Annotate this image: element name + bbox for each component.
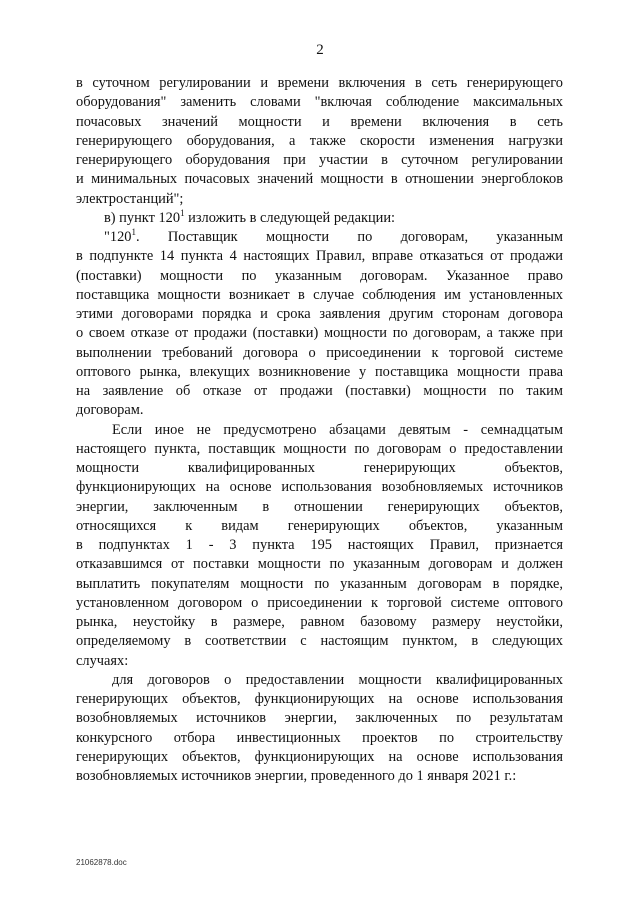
- text-line: договорам.: [76, 402, 144, 419]
- text-line: поставщика мощности возникает в случае соблюдения им установленных: [76, 286, 563, 303]
- text-line: мощности квалифицированных генерирующих объектов,: [76, 460, 563, 476]
- text-line: в подпункте 14 пункта 4 настоящих Правил, вправе отказаться от продажи: [76, 248, 563, 265]
- text-line: возобновляемых источников энергии, проведенного до 1 января 2021 г.:: [76, 768, 517, 784]
- text-line: (поставки) мощности по указанным договорам. Указанное право: [76, 267, 563, 284]
- text-line: генерирующего оборудования, а также скорости изменения нагрузки: [76, 132, 563, 149]
- text-line: в подпунктах 1 - 3 пункта 195 настоящих Правил, признается: [76, 537, 563, 553]
- text-line: и минимальных почасовых значений мощности в отношении энергоблоков: [76, 171, 563, 188]
- superscript: 1: [131, 228, 136, 237]
- text-line: установленном договором о присоединении к торговой системе оптового: [76, 594, 563, 611]
- text-fragment: изложить в следующей редакции:: [184, 209, 396, 226]
- text-line: генерирующих объектов, функционирующих на основе использования: [76, 748, 563, 765]
- text-line-paragraph-start: Если иное не предусмотрено абзацами девятым - семнадцатым: [112, 421, 563, 438]
- text-line: оптового рынка, влекущих возникновение у поставщика мощности права: [76, 363, 563, 380]
- text-line: генерирующего оборудования при участии в суточном регулировании: [76, 152, 563, 168]
- text-line: почасовых значений мощности и времени включения в сеть: [76, 113, 563, 130]
- text-line: на заявление об отказе от продажи (поставки) мощности по таким: [76, 383, 563, 399]
- text-line: электростанций";: [76, 190, 184, 207]
- text-line: конкурсного отбора инвестиционных проектов по строительству: [76, 729, 563, 746]
- text-line: энергии, заключенным в отношении генерирующих объектов,: [76, 498, 563, 515]
- text-fragment: [104, 229, 136, 245]
- text-line: в суточном регулировании и времени включения в сеть генерирующего: [76, 75, 563, 91]
- text-line: выплатить покупателям мощности по указанным договорам в порядке,: [76, 575, 563, 592]
- text-line: оборудования" заменить словами "включая соблюдение максимальных: [76, 94, 563, 111]
- text-line: выполнении требований договора о присоединении к торговой системе: [76, 344, 563, 361]
- text-line: настоящего пункта, поставщик мощности по договорам о предоставлении: [76, 440, 563, 457]
- text-fragment: в) пункт 120: [104, 209, 181, 226]
- text-fragment: . Поставщик мощности по договорам, указанным: [135, 229, 563, 245]
- page-number: 2: [316, 42, 324, 58]
- text-line: возобновляемых источников энергии, заключенных по результатам: [76, 710, 563, 727]
- text-line: о своем отказе от продажи (поставки) мощности по договорам, а также при: [76, 325, 563, 342]
- text-line: рынка, неустойку в размере, равном базовому размеру неустойки,: [76, 614, 563, 630]
- text-line: определяемому в соответствии с настоящим пунктом, в следующих: [76, 633, 563, 650]
- text-line: этими договорами порядка и срока заявления другим сторонам договора: [76, 306, 563, 322]
- text-line-paragraph-start: для договоров о предоставлении мощности квалифицированных: [112, 671, 563, 688]
- text-line: функционирующих на основе использования возобновляемых источников: [76, 479, 563, 496]
- text-line-point-start: [76, 228, 563, 247]
- text-line-subpoint: [76, 209, 563, 228]
- superscript: 1: [180, 207, 185, 218]
- text-line: случаях:: [76, 652, 129, 669]
- text-line: относящихся к видам генерирующих объектов, указанным: [76, 517, 563, 534]
- text-line: генерирующих объектов, функционирующих на основе использования: [76, 691, 563, 707]
- document-body: [76, 74, 563, 786]
- text-fragment: "120: [104, 229, 132, 245]
- document-file-code: 21062878.doc: [76, 858, 127, 867]
- text-line: отказавшимся от поставки мощности по указанным договорам и должен: [76, 556, 563, 573]
